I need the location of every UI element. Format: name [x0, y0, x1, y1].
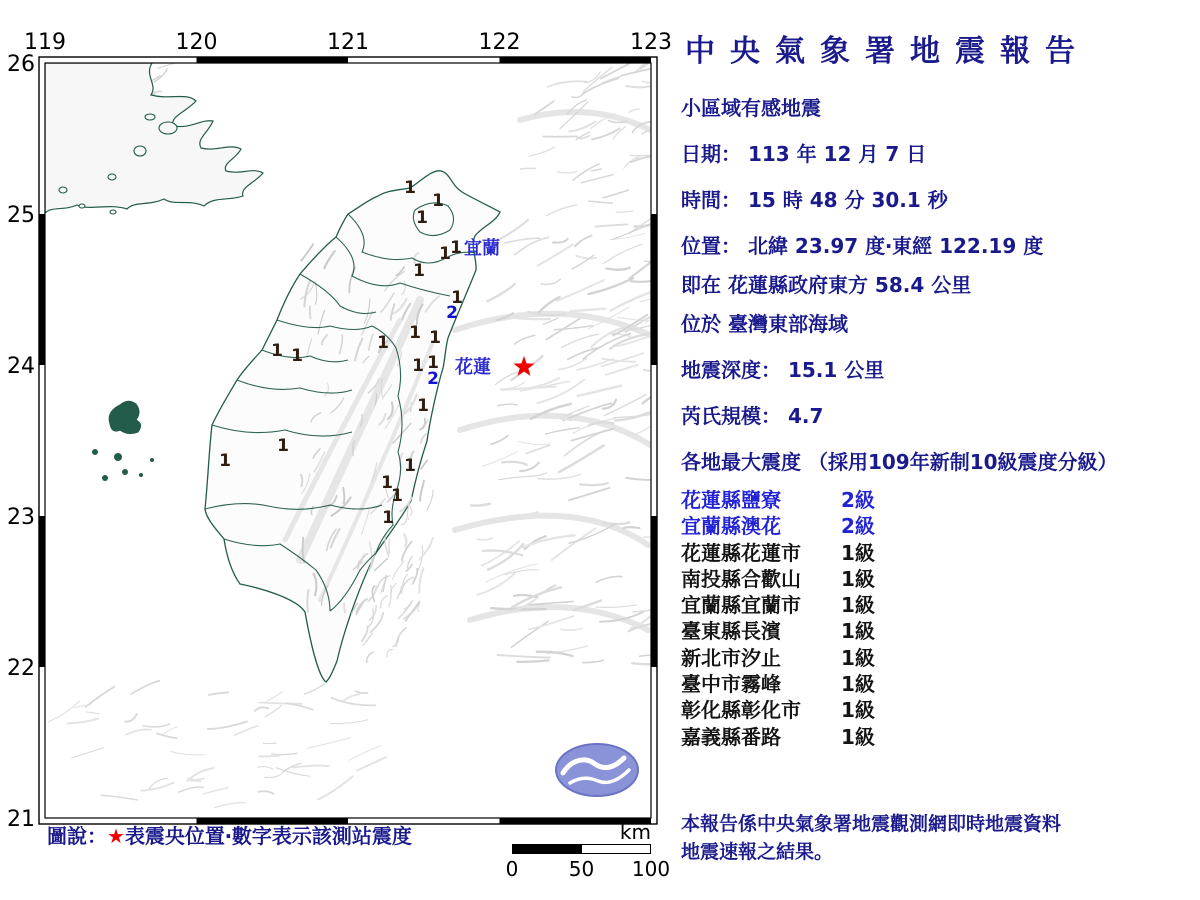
station-row: [681, 697, 1196, 723]
station-intensity-number: 1: [377, 333, 389, 353]
lat-axis-label: 21: [7, 807, 35, 832]
station-intensity: 1級: [841, 698, 875, 723]
station-intensity-number: 1: [409, 323, 421, 343]
city-label: 宜蘭: [464, 238, 500, 259]
station-intensity-number: 2: [446, 303, 458, 323]
intensity-section-header: 各地最大震度 （採用109年新制10級震度分級）: [681, 450, 1118, 474]
cwa-logo: [556, 744, 638, 796]
station-intensity: 1級: [841, 672, 875, 697]
lon-axis-label: 121: [327, 30, 369, 55]
report-column: [681, 26, 1196, 750]
scalebar-unit: km: [619, 820, 651, 844]
station-intensity-number: 1: [413, 261, 425, 281]
station-intensity-number: 1: [416, 208, 428, 228]
station-name: 新北市汐止: [681, 645, 781, 670]
report-location-line: 位置： 北緯 23.97 度‧東經 122.19 度: [681, 234, 1044, 258]
station-intensity-number: 1: [432, 191, 444, 211]
station-intensity-number: 1: [271, 341, 283, 361]
station-row: [681, 540, 1196, 566]
legend-text: 表震央位置‧數字表示該測站震度: [124, 824, 412, 848]
station-name: 南投縣合歡山: [681, 566, 801, 591]
lat-axis-label: 22: [7, 656, 35, 681]
station-intensity-number: 1: [412, 356, 424, 376]
scalebar-tick-100: 100: [631, 857, 671, 881]
report-region-line: 位於 臺灣東部海域: [681, 312, 848, 336]
station-intensity-number: 1: [427, 353, 439, 373]
lat-axis-label: 26: [7, 52, 35, 77]
lon-axis-label: 123: [630, 30, 672, 55]
station-intensity: 1級: [841, 540, 875, 565]
station-intensity-number: 1: [429, 328, 441, 348]
station-name: 臺東縣長濱: [681, 619, 781, 644]
station-name: 嘉義縣番路: [681, 724, 781, 749]
lon-axis-label: 119: [24, 30, 66, 55]
report-footnote: [681, 810, 1061, 866]
station-intensity-number: 1: [451, 288, 463, 308]
scalebar-tick-50: 50: [568, 857, 595, 881]
footnote-line-2: 地震速報之結果。: [681, 841, 834, 863]
lon-axis-label: 122: [478, 30, 521, 55]
station-intensity-number: 1: [277, 436, 289, 456]
station-intensity: 1級: [841, 645, 875, 670]
station-row: [681, 645, 1196, 671]
station-row: [681, 487, 1196, 513]
report-depth-line: 地震深度： 15.1 公里: [681, 358, 885, 382]
station-intensity-number: 1: [404, 178, 416, 198]
station-intensity-number: 1: [219, 451, 231, 471]
station-name: 宜蘭縣澳花: [681, 514, 781, 539]
station-row: [681, 671, 1196, 697]
report-relative-location-line: 即在 花蓮縣政府東方 58.4 公里: [681, 273, 972, 297]
station-row: [681, 592, 1196, 618]
station-intensity-number: 1: [391, 486, 403, 506]
scalebar-tick-0: 0: [505, 857, 519, 881]
map-scalebar: [505, 820, 671, 881]
station-name: 花蓮縣鹽寮: [681, 488, 781, 512]
report-date-line: 日期： 113 年 12 月 7 日: [681, 142, 927, 166]
station-intensity-number: 1: [381, 473, 393, 493]
report-subtitle: 小區域有感地震: [681, 96, 821, 120]
station-intensity-number: 1: [450, 238, 462, 258]
lat-axis-label: 24: [7, 354, 35, 379]
station-intensity-number: 1: [439, 244, 451, 264]
city-label: 花蓮: [455, 357, 491, 378]
station-intensity-number: 1: [404, 456, 416, 476]
station-row: [681, 724, 1196, 750]
station-name: 花蓮縣花蓮市: [681, 540, 801, 565]
station-intensity: 2級: [841, 488, 875, 512]
map-legend: [47, 820, 412, 849]
scalebar-bar: [512, 844, 651, 854]
station-intensity: 1級: [841, 619, 875, 644]
report-magnitude-line: 芮氏規模： 4.7: [681, 404, 824, 428]
legend-prefix: 圖說：: [47, 824, 107, 848]
map-content: [45, 45, 696, 818]
lon-axis-label: 120: [175, 30, 218, 55]
report-time-line: 時間： 15 時 48 分 30.1 秒: [681, 188, 948, 212]
station-intensity: 1級: [841, 566, 875, 591]
station-name: 宜蘭縣宜蘭市: [681, 593, 801, 618]
station-row: [681, 566, 1196, 592]
station-intensity: 2級: [841, 514, 875, 539]
station-name: 臺中市霧峰: [681, 672, 781, 697]
station-name: 彰化縣彰化市: [681, 698, 801, 723]
epicenter-star-icon: ★: [107, 824, 125, 848]
footnote-line-1: 本報告係中央氣象署地震觀測網即時地震資料: [681, 813, 1062, 835]
report-title: 中央氣象署地震報告: [685, 34, 1090, 69]
lat-axis-label: 23: [7, 505, 35, 530]
scalebar-filled-half: [513, 845, 582, 853]
station-intensity: 1級: [841, 593, 875, 618]
station-intensity-number: 1: [291, 346, 303, 366]
station-row: [681, 618, 1196, 644]
station-row: [681, 513, 1196, 539]
station-intensity-number: 2: [427, 369, 439, 389]
lat-axis-label: 25: [7, 203, 35, 228]
station-intensity-number: 1: [382, 508, 394, 528]
station-intensity: 1級: [841, 724, 875, 749]
station-intensity-number: 1: [417, 396, 429, 416]
